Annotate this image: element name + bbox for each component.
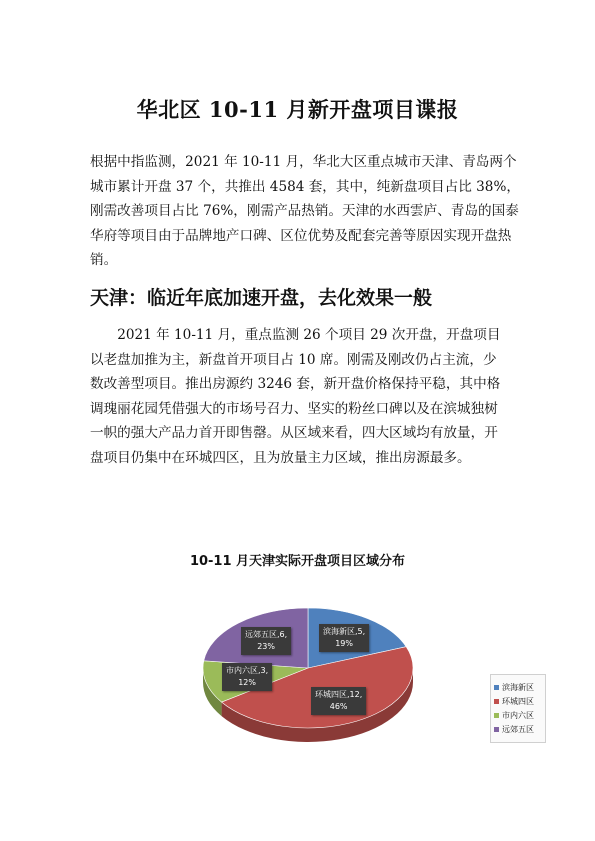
section-paragraph: 2021 年 10-11 月，重点监测 26 个项目 29 次开盘，开盘项目以老盘加推为主，新盘首开项目占 10 席。刚需及刚改仍占主流，少数改善型项目。推出房源约 3246 套，新开盘价格保持平稳，其中格调瑰丽花园凭借强大的市场号召力、坚实的粉丝口碑以及在滨城独树一帜的强大产品力首开即售罄。从区域来看，四大区域均有放量，开盘项目仍集中在环城四区，且为放量主力区域，推出房源最多。 bbox=[90, 327, 501, 466]
data-label-text: 市内六区,3, bbox=[226, 666, 269, 675]
data-label-1 bbox=[311, 687, 366, 715]
data-label-2 bbox=[222, 663, 272, 691]
legend-label: 远郊五区 bbox=[502, 725, 534, 734]
legend-swatch bbox=[494, 727, 499, 732]
legend-item bbox=[494, 710, 542, 721]
data-label-pct: 12% bbox=[238, 678, 256, 687]
page-title: 华北区 10-11 月新开盘项目谍报 bbox=[136, 97, 459, 122]
section-heading: 天津：临近年底加速开盘，去化效果一般 bbox=[90, 287, 433, 309]
data-label-0 bbox=[319, 624, 369, 652]
legend-label: 滨海新区 bbox=[502, 683, 534, 692]
pie-chart bbox=[190, 590, 534, 765]
data-label-3 bbox=[241, 627, 291, 655]
legend-label: 市内六区 bbox=[502, 711, 534, 720]
data-label-pct: 23% bbox=[257, 642, 275, 651]
legend-swatch bbox=[494, 699, 499, 704]
legend-swatch bbox=[494, 713, 499, 718]
legend-item bbox=[494, 724, 542, 735]
data-label-text: 环城四区,12, bbox=[315, 690, 363, 699]
legend-swatch bbox=[494, 685, 499, 690]
data-label-pct: 19% bbox=[335, 639, 353, 648]
chart-title: 10-11 月天津实际开盘项目区域分布 bbox=[189, 554, 406, 569]
intro-paragraph: 根据中指监测，2021 年 10-11 月，华北大区重点城市天津、青岛两个城市累计开盘 37 个，共推出 4584 套，其中，纯新盘项目占比 38%，刚需改善项目占比 76%，刚需产品热销。天津的水西雲庐、青岛的国泰华府等项目由于品牌地产口碑、区位优势及配套完善等原因实现开盘热销。 bbox=[90, 154, 520, 268]
data-label-text: 滨海新区,5, bbox=[323, 627, 366, 636]
legend-label: 环城四区 bbox=[502, 697, 534, 706]
chart-legend bbox=[490, 674, 546, 743]
legend-item bbox=[494, 682, 542, 693]
data-label-pct: 46% bbox=[329, 702, 348, 711]
legend-item bbox=[494, 696, 542, 707]
data-label-text: 远郊五区,6, bbox=[245, 630, 288, 639]
